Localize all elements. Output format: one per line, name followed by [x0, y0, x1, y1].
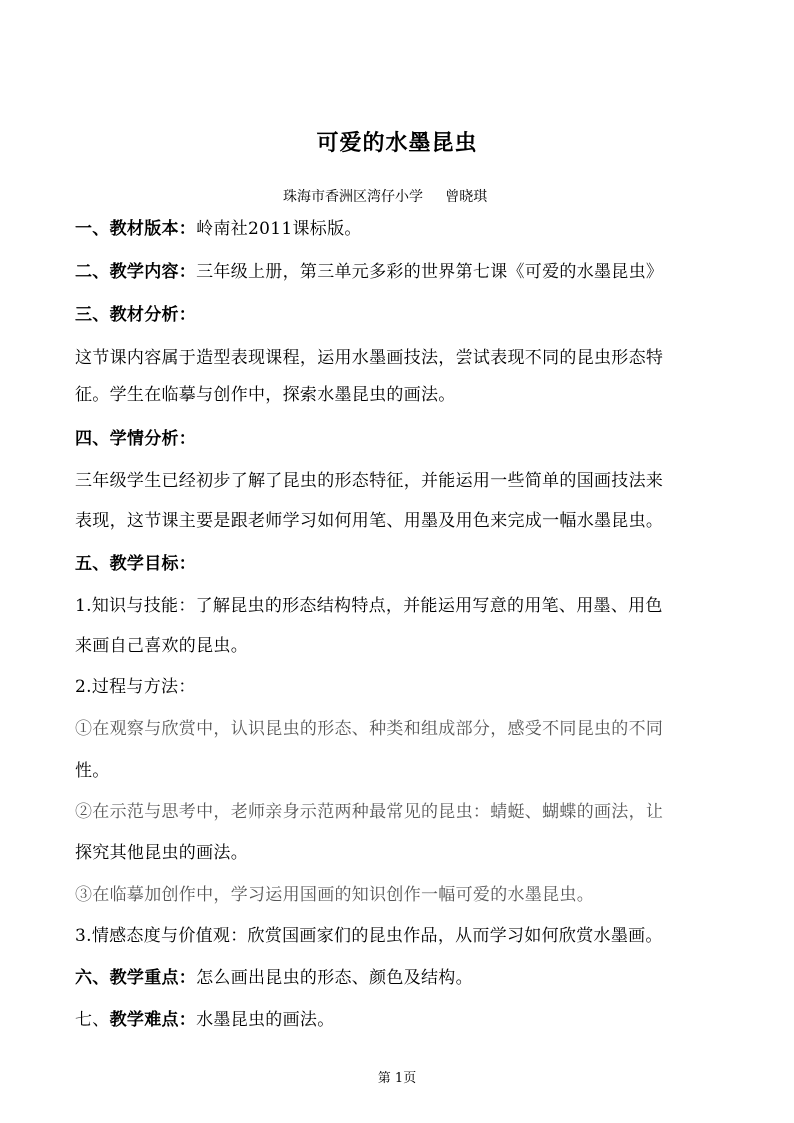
- goal-line: 2.过程与方法：: [75, 677, 196, 697]
- section-heading: 二、教学内容：: [75, 262, 197, 282]
- goal-line: 来画自己喜欢的昆虫。: [75, 636, 248, 656]
- page-title: 可爱的水墨昆虫: [316, 131, 478, 156]
- section-text: 三年级上册，第三单元多彩的世界第七课《可爱的水墨昆虫》: [196, 262, 664, 282]
- goal-line: 探究其他昆虫的画法。: [75, 843, 248, 863]
- section-heading-goals: 五、教学目标：: [75, 554, 197, 574]
- goal-line: 3.情感态度与价值观：欣赏国画家们的昆虫作品，从而学习如何欣赏水墨画。: [75, 926, 663, 946]
- section-heading-analysis: 三、教材分析：: [75, 305, 197, 325]
- author-byline: 珠海市香洲区湾仔小学 曾晓琪: [283, 189, 488, 205]
- paragraph-line: 征。学生在临摹与创作中，探索水墨昆虫的画法。: [75, 385, 456, 405]
- paragraph-line: 三年级学生已经初步了解了昆虫的形态特征，并能运用一些简单的国画技法来: [75, 471, 664, 491]
- goal-line: 性。: [75, 761, 110, 781]
- goal-line: ②在示范与思考中，老师亲身示范两种最常见的昆虫：蜻蜓、蝴蝶的画法，让: [75, 802, 664, 822]
- page-number: 第 1页: [377, 1071, 417, 1086]
- section-difficulties: [75, 1005, 335, 1030]
- section-textbook-version: [75, 214, 362, 239]
- section-teaching-content: [75, 257, 663, 282]
- section-key-points: [75, 963, 473, 988]
- section-heading: 一、教材版本：: [75, 219, 197, 239]
- section-text: 怎么画出昆虫的形态、颜色及结构。: [196, 968, 473, 988]
- section-heading: 六、教学重点：: [75, 968, 197, 988]
- section-text: 岭南社2011课标版。: [196, 219, 362, 239]
- section-heading-students: 四、学情分析：: [75, 429, 197, 449]
- goal-line: ①在观察与欣赏中，认识昆虫的形态、种类和组成部分，感受不同昆虫的不同: [75, 719, 664, 739]
- section-heading: 教学难点：: [109, 1010, 197, 1030]
- paragraph-line: 这节课内容属于造型表现课程，运用水墨画技法，尝试表现不同的昆虫形态特: [75, 348, 664, 368]
- section-number: 七、: [75, 1010, 110, 1030]
- goal-line: 1.知识与技能：了解昆虫的形态结构特点，并能运用写意的用笔、用墨、用色: [75, 596, 663, 616]
- goal-line: ③在临摹加创作中，学习运用国画的知识创作一幅可爱的水墨昆虫。: [75, 885, 594, 905]
- paragraph-line: 表现，这节课主要是跟老师学习如何用笔、用墨及用色来完成一幅水墨昆虫。: [75, 511, 664, 531]
- section-text: 水墨昆虫的画法。: [196, 1010, 335, 1030]
